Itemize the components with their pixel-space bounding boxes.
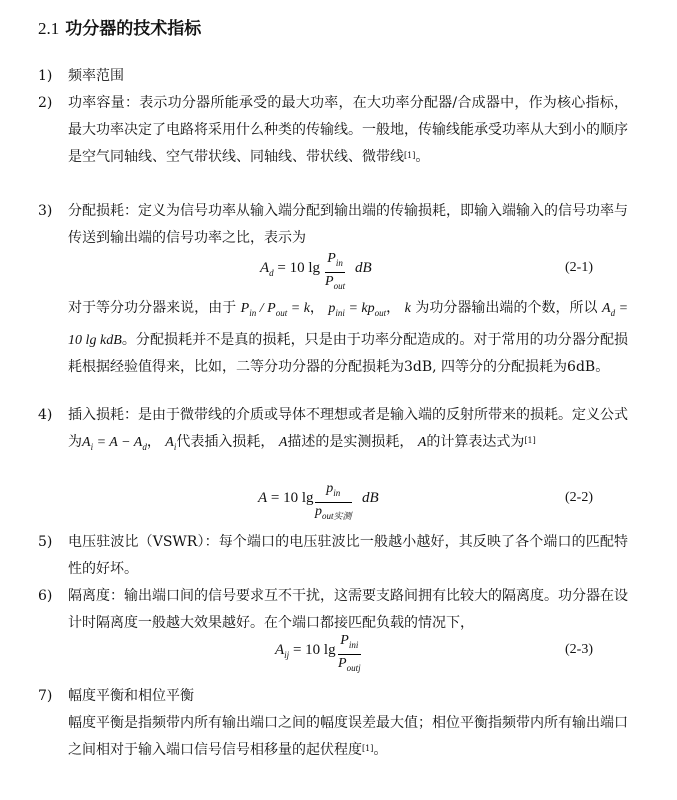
item-number: 1) bbox=[38, 68, 53, 84]
list-item-vswr bbox=[38, 529, 628, 583]
equation-2-3: $A_{ij} = 10$ lg $P_{ini}$ $P_{outj}$ (2-3) bbox=[0, 632, 677, 676]
item-text: 幅度平衡和相位平衡 bbox=[68, 688, 194, 704]
section-heading bbox=[38, 14, 201, 39]
item-number: 5) bbox=[38, 534, 53, 550]
item-number: 7) bbox=[38, 688, 53, 704]
equation-number: (2-1) bbox=[565, 260, 593, 275]
equation-number: (2-2) bbox=[565, 490, 593, 505]
item-number: 4) bbox=[38, 407, 53, 423]
item-text: 功率容量：表示功分器所能承受的最大功率，在大功率分配器/合成器中，作为核心指标，最大功率决定了电路将采用什么种类的传输线。一般地，传输线能承受功率从大到小的顺序是空气同轴线、空气带状线、同轴线、带状线、微带线 bbox=[68, 95, 628, 165]
equation-number: (2-3) bbox=[565, 642, 593, 657]
citation: [1] bbox=[404, 151, 416, 160]
item-number: 3) bbox=[38, 203, 53, 219]
fraction: $p_{in}$ $p_{out实测}$ bbox=[315, 481, 352, 521]
list-item-isolation bbox=[38, 583, 628, 637]
fraction: $P_{ini}$ $P_{outj}$ bbox=[338, 633, 361, 673]
paragraph-equal-divider: 对于等分功分器来说，由于 $P_{in} / P_{out} = k$， $p_{ini} = kp_{out}$， k 为功分器输出端的个数，所以 $A_d = 10$ lg kdB。分配损耗并不是真的损耗，只是由于功率分配造成的。对于常用的功分器分配损耗根据经验值得来，比如，二等分功分器的分配损耗为3dB, 四等分的分配损耗为6dB。 bbox=[68, 300, 629, 375]
citation: [1] bbox=[362, 744, 374, 753]
item-number: 6) bbox=[38, 588, 53, 604]
section-title: 功分器的技术指标 bbox=[65, 19, 202, 39]
section-number: 2.1 bbox=[38, 19, 60, 38]
list-item-insertion-loss: 4) 插入损耗：是由于微带线的介质或导体不理想或者是输入端的反射所带来的损耗。定义公式为$A_i = A - A_d$， $A_i$代表插入损耗， A描述的是实测损耗， A的计算表达式为[1] bbox=[38, 402, 628, 461]
list-item-distribution-loss bbox=[38, 198, 628, 252]
item-text: 电压驻波比（VSWR）：每个端口的电压驻波比一般越小越好，其反映了各个端口的匹配特性的好坏。 bbox=[68, 534, 628, 577]
equation-2-2: A = 10 lg $p_{in}$ $p_{out实测}$ dB (2-2) bbox=[0, 480, 677, 524]
list-item-power-capacity: 2) 功率容量：表示功分器所能承受的最大功率，在大功率分配器/合成器中，作为核心指标，最大功率决定了电路将采用什么种类的传输线。一般地，传输线能承受功率从大到小的顺序是空气同轴线、空气带状线、同轴线、带状线、微带线[1]。 bbox=[38, 90, 628, 171]
citation: [1] bbox=[524, 436, 536, 445]
list-item-amplitude-phase: 7) 幅度平衡和相位平衡 幅度平衡是指频带内所有输出端口之间的幅度误差最大值；相位平衡指频带内所有输出端口之间相对于输入端口信号信号相移量的起伏程度[1]。 bbox=[38, 683, 628, 764]
equation-2-1: $A_d = 10$ lg $P_{in}$ $P_{out}$ dB (2-1) bbox=[0, 250, 677, 294]
list-item-frequency bbox=[38, 63, 628, 90]
fraction: $P_{in}$ $P_{out}$ bbox=[325, 251, 346, 291]
item-text-detail: 幅度平衡是指频带内所有输出端口之间的幅度误差最大值；相位平衡指频带内所有输出端口之间相对于输入端口信号信号相移量的起伏程度 bbox=[68, 715, 628, 758]
item-number: 2) bbox=[38, 95, 53, 111]
item-text: 隔离度：输出端口间的信号要求互不干扰，这需要支路间拥有比较大的隔离度。功分器在设计时隔离度一般越大效果越好。在个端口都接匹配负载的情况下， bbox=[68, 588, 628, 631]
item-text: 分配损耗：定义为信号功率从输入端分配到输出端的传输损耗，即输入端输入的信号功率与传送到输出端的信号功率之比，表示为 bbox=[68, 203, 628, 246]
item-text: 频率范围 bbox=[68, 68, 124, 84]
